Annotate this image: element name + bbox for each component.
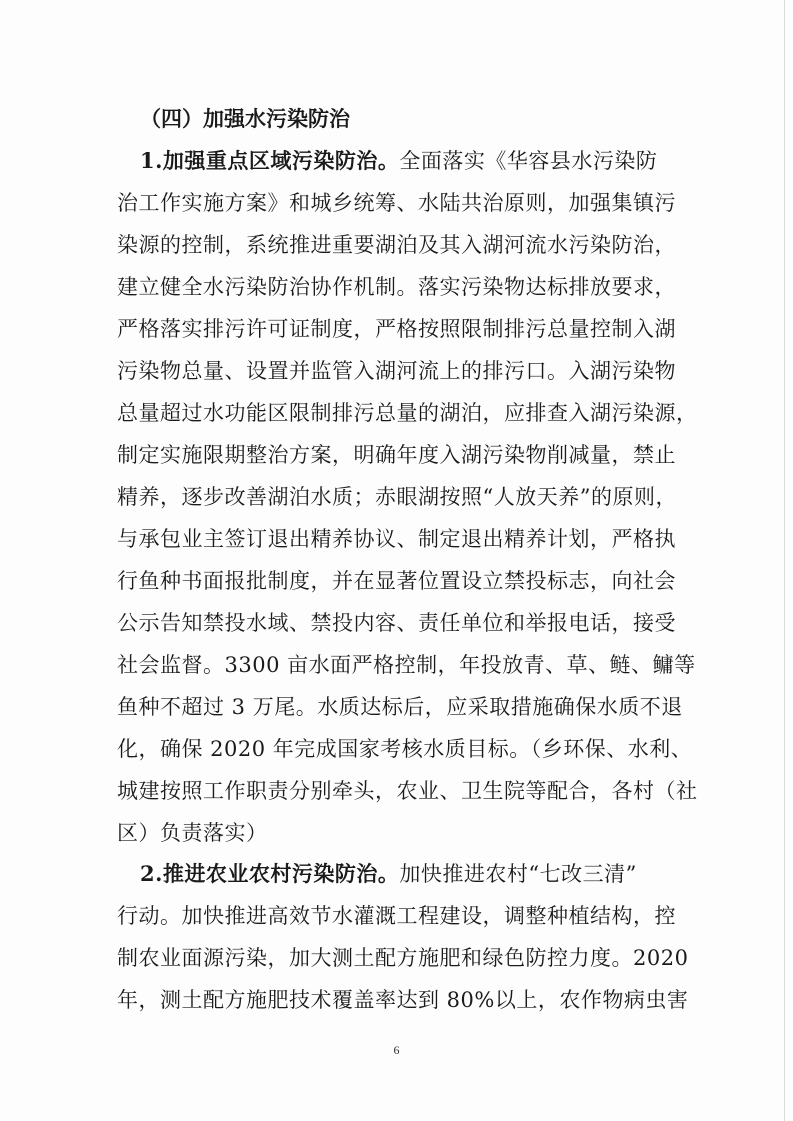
paragraph-1-line: 总量超过水功能区限制排污总量的湖泊，应排查入湖污染源， (117, 401, 698, 425)
paragraph-1-line: 公示告知禁投水域、禁投内容、责任单位和举报电话，接受 (117, 611, 676, 635)
paragraph-1-line: 制定实施限期整治方案，明确年度入湖污染物削减量，禁止 (117, 443, 676, 467)
paragraph-2-line: 制农业面源污染，加大测土配方施肥和绿色防控力度。2020 (117, 946, 689, 970)
paragraph-1-line: 与承包业主签订退出精养协议、制定退出精养计划，严格执 (117, 527, 676, 551)
paragraph-1-text: 全面落实《华容县水污染防 (399, 149, 658, 173)
page-number: 6 (393, 1043, 400, 1057)
paragraph-1-line: 区）负责落实） (117, 821, 268, 845)
scan-edge-line (784, 0, 785, 1121)
paragraph-2-line-1 (140, 860, 700, 888)
paragraph-1-line: 鱼种不超过 3 万尾。水质达标后，应采取措施确保水质不退 (117, 695, 683, 719)
paragraph-1-line: 污染物总量、设置并监管入湖河流上的排污口。入湖污染物 (117, 359, 676, 383)
paragraph-1-line: 社会监督。3300 亩水面严格控制，年投放青、草、鲢、鳙等 (117, 653, 696, 677)
paragraph-2-line: 行动。加快推进高效节水灌溉工程建设，调整种植结构，控 (117, 904, 676, 928)
paragraph-1-line: 城建按照工作职责分别牵头，农业、卫生院等配合，各村（社 (117, 779, 698, 803)
paragraph-1-line: 化，确保 2020 年完成国家考核水质目标。（乡环保、水利、 (117, 737, 693, 761)
paragraph-1-lead: 1.加强重点区域污染防治。 (140, 148, 400, 173)
paragraph-2-text: 加快推进农村“七改三清” (399, 862, 637, 886)
paragraph-1-line: 严格落实排污许可证制度，严格按照限制排污总量控制入湖 (117, 317, 676, 341)
paragraph-1-line: 精养，逐步改善湖泊水质；赤眼湖按照“人放天养”的原则， (117, 485, 677, 509)
paragraph-2-lead: 2.推进农业农村污染防治。 (140, 861, 400, 886)
paragraph-1-line: 行鱼种书面报批制度，并在显著位置设立禁投标志，向社会 (117, 569, 676, 593)
section-heading: （四）加强水污染防治 (140, 106, 350, 131)
paragraph-1-line-1 (140, 147, 700, 175)
paragraph-1-line: 染源的控制，系统推进重要湖泊及其入湖河流水污染防治， (117, 233, 676, 257)
paragraph-2-line: 年，测土配方施肥技术覆盖率达到 80%以上，农作物病虫害 (117, 988, 689, 1012)
paragraph-1-line: 治工作实施方案》和城乡统筹、水陆共治原则，加强集镇污 (117, 191, 676, 215)
paragraph-1-line: 建立健全水污染防治协作机制。落实污染物达标排放要求， (117, 275, 676, 299)
